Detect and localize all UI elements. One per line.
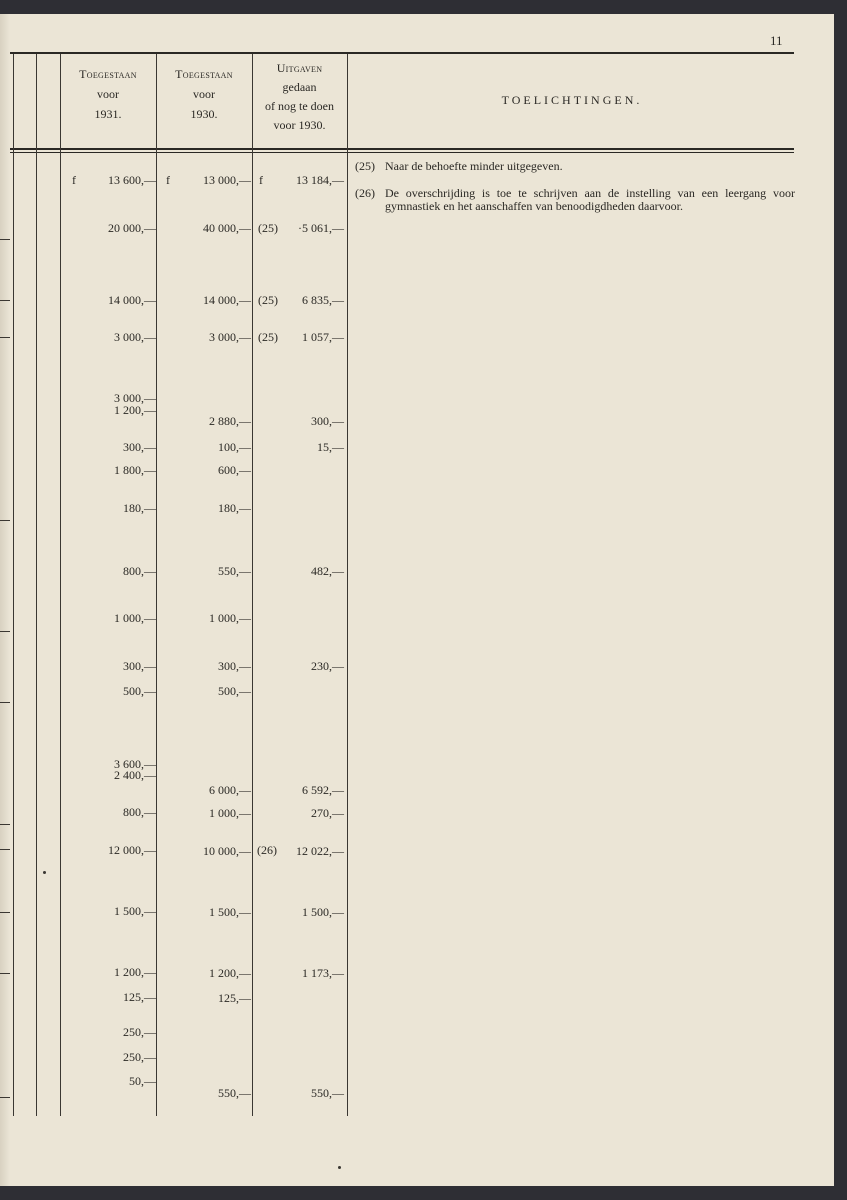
amount-1930: 10 000,— (203, 844, 251, 858)
amount-1931: 13 600,— (108, 173, 156, 187)
amount-1931: 20 000,— (108, 221, 156, 235)
amount-1931: 50,— (129, 1074, 156, 1088)
amount-1930: 600,— (218, 463, 251, 477)
margin-tick (0, 1097, 10, 1098)
expenditure-1930: 1 500,— (302, 905, 344, 919)
amount-1930: 1 000,— (209, 806, 251, 820)
amount-1930: 14 000,— (203, 293, 251, 307)
amount-1930: 500,— (218, 684, 251, 698)
margin-tick (0, 337, 10, 338)
note-text: Naar de behoefte minder uitgegeven. (385, 159, 563, 173)
amount-1931: 1 200,— (114, 965, 156, 979)
header-bottom-rule-thin (10, 152, 794, 153)
amount-1931: 800,— (123, 564, 156, 578)
note-number: (25) (355, 159, 375, 173)
amount-1931: 3 000,— (114, 330, 156, 344)
amount-1931: 125,— (123, 990, 156, 1004)
margin-tick (0, 702, 10, 703)
margin-tick (0, 973, 10, 974)
expenditure-1930: 6 835,— (302, 293, 344, 307)
amount-1930: 180,— (218, 501, 251, 515)
margin-tick (0, 520, 10, 521)
amount-1931: 3 600,— (114, 757, 156, 771)
currency-symbol: f (259, 173, 263, 187)
page-number: 11 (770, 33, 783, 48)
amount-1931: 800,— (123, 805, 156, 819)
amount-1930: 1 200,— (209, 966, 251, 980)
amount-1931: 2 400,— (114, 768, 156, 782)
amount-1931: 1 200,— (114, 403, 156, 417)
amount-1931: 12 000,— (108, 843, 156, 857)
amount-1930: 300,— (218, 659, 251, 673)
note-text: De overschrijding is toe te schrijven aan de instelling van een leergang voor gymnastiek en het aanschaffen van benoodigdheden daarvoor. (385, 186, 795, 213)
amount-1930: 6 000,— (209, 783, 251, 797)
amount-1931: 300,— (123, 440, 156, 454)
expenditure-1930: 550,— (311, 1086, 344, 1100)
amount-1930: 2 880,— (209, 414, 251, 428)
amount-1931: 500,— (123, 684, 156, 698)
expenditure-1930: 1 057,— (302, 330, 344, 344)
note-reference: (25) (258, 293, 278, 307)
amount-1931: 300,— (123, 659, 156, 673)
page-left-edge (0, 14, 10, 1186)
amount-1930: 550,— (218, 564, 251, 578)
print-speck (43, 871, 46, 874)
column-rule-4 (252, 54, 253, 1116)
margin-tick (0, 239, 10, 240)
amount-1930: 1 000,— (209, 611, 251, 625)
print-speck (338, 1166, 341, 1169)
expenditure-1930: ·5 061,— (298, 221, 344, 235)
column-rule-1 (36, 54, 37, 1116)
note-reference: (25) (258, 221, 278, 235)
expenditure-1930: 230,— (311, 659, 344, 673)
header-bottom-rule (10, 148, 794, 150)
margin-tick (0, 912, 10, 913)
expenditure-1930: 1 173,— (302, 966, 344, 980)
header-toegestaan-1930: Toegestaan voor 1930. (175, 67, 233, 121)
amount-1931: 14 000,— (108, 293, 156, 307)
amount-1931: 1 500,— (114, 904, 156, 918)
amount-1931: 3 000,— (114, 391, 156, 405)
amount-1931: 250,— (123, 1025, 156, 1039)
expenditure-1930: 12 022,— (296, 844, 344, 858)
amount-1930: 40 000,— (203, 221, 251, 235)
currency-symbol: f (166, 173, 170, 187)
amount-1931: 1 800,— (114, 463, 156, 477)
note-reference: (26) (257, 843, 277, 857)
note-number: (26) (355, 186, 375, 200)
column-rule-2 (60, 54, 61, 1116)
amount-1930: 3 000,— (209, 330, 251, 344)
note-reference: (25) (258, 330, 278, 344)
expenditure-1930: 15,— (317, 440, 344, 454)
margin-tick (0, 631, 10, 632)
header-uitgaven: Uitgaven gedaan of nog te doen voor 1930. (265, 61, 334, 132)
amount-1930: 1 500,— (209, 905, 251, 919)
expenditure-1930: 6 592,— (302, 783, 344, 797)
margin-tick (0, 849, 10, 850)
left-margin-rule (13, 54, 14, 1116)
column-rule-5 (347, 54, 348, 1116)
expenditure-1930: 482,— (311, 564, 344, 578)
column-rule-3 (156, 54, 157, 1116)
amount-1930: 13 000,— (203, 173, 251, 187)
amount-1931: 250,— (123, 1050, 156, 1064)
expenditure-1930: 300,— (311, 414, 344, 428)
amount-1930: 550,— (218, 1086, 251, 1100)
expenditure-1930: 13 184,— (296, 173, 344, 187)
amount-1930: 100,— (218, 440, 251, 454)
margin-tick (0, 300, 10, 301)
amount-1931: 180,— (123, 501, 156, 515)
currency-symbol: f (72, 173, 76, 187)
header-toelichtingen: TOELICHTINGEN. (501, 93, 643, 107)
top-rule (10, 52, 794, 54)
amount-1930: 125,— (218, 991, 251, 1005)
margin-tick (0, 824, 10, 825)
header-toegestaan-1931: Toegestaan voor 1931. (79, 67, 137, 121)
expenditure-1930: 270,— (311, 806, 344, 820)
amount-1931: 1 000,— (114, 611, 156, 625)
